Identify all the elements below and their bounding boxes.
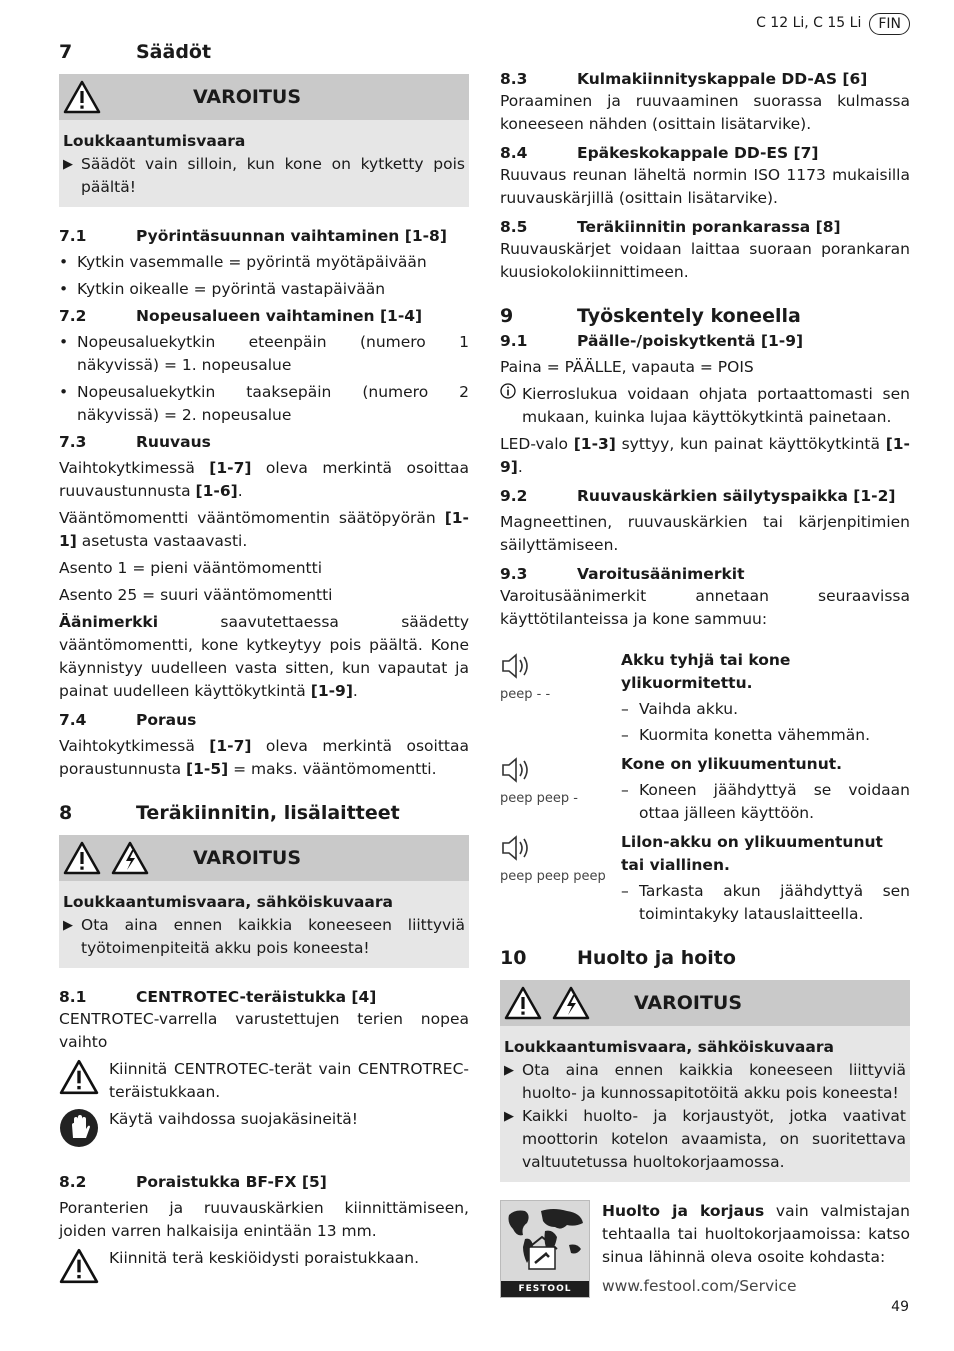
model-names: C 12 Li, C 15 Li: [756, 15, 862, 31]
signal-heading: Akku tyhjä tai kone ylikuormitettu.: [621, 651, 791, 692]
paragraph: Äänimerkki saavutettaessa säädetty vääntömomentti, kone kytkeytyy pois päältä. Kone käynnistyy uudelleen vasta sitten, kun vapautat ja painat uudelleen käyttökytkintä [1-9].: [59, 613, 469, 700]
section-7-2-heading: 7.2 Nopeusalueen vaihtaminen [1-4]: [59, 307, 423, 325]
service-block: [500, 1200, 910, 1298]
warning-item: ▶ Säädöt vain silloin, kun kone on kytketty pois päältä!: [63, 155, 465, 196]
list-item: • Kytkin oikealle = pyörintä vastapäivään: [59, 280, 386, 298]
warning-item: ▶ Ota aina ennen kaikkia koneeseen liittyviä huolto- ja kunnossapitotöitä akku pois koneesta!: [504, 1061, 906, 1102]
warning-triangle-icon: [63, 80, 101, 114]
info-icon: [500, 383, 516, 399]
signal-heading: Lilon-akku on ylikuumentunut tai viallinen.: [621, 833, 883, 874]
electric-shock-icon: [111, 841, 149, 875]
speaker-icon: [500, 755, 534, 785]
section-9-3-heading: 9.3 Varoitusäänimerkit: [500, 565, 745, 583]
paragraph: Poranterien ja ruuvauskärkien kiinnittämiseen, joiden varren halkaisija enintään 13 mm.: [59, 1199, 469, 1240]
warning-title: VAROITUS: [193, 846, 302, 869]
speaker-icon: [500, 833, 534, 863]
hazard-label: Loukkaantumisvaara, sähköiskuvaara: [63, 893, 393, 911]
note-row: Kiinnitä terä keskiöidysti poraistukkaan.: [59, 1247, 469, 1292]
section-7-1-list: [59, 251, 469, 301]
note-row: Kiinnitä CENTROTEC-terät vain CENTROTREC-teräistukkaan.: [59, 1058, 469, 1104]
warning-item: ▶ Ota aina ennen kaikkia koneeseen liittyviä työtoimenpiteitä akku pois koneesta!: [63, 916, 465, 957]
paragraph: Poraaminen ja ruuvaaminen suorassa kulmassa koneeseen nähden (osittain lisätarvike).: [500, 92, 910, 133]
section-8-heading: 8 Teräkiinnitin, lisälaitteet: [59, 802, 400, 824]
section-9-heading: 9 Työskentely koneella: [500, 305, 801, 327]
section-7-warning: [59, 74, 469, 207]
world-map-service-icon: [500, 1200, 590, 1298]
paragraph: CENTROTEC-varrella varustettujen terien nopea vaihto: [59, 1010, 469, 1051]
list-item: • Nopeusaluekytkin taaksepäin (numero 2 näkyvissä) = 2. nopeusalue: [59, 383, 469, 424]
section-7-4-heading: 7.4 Poraus: [59, 711, 197, 729]
glove-icon: [59, 1108, 99, 1148]
section-7-1-heading: 7.1 Pyörintäsuunnan vaihtaminen [1-8]: [59, 227, 447, 245]
section-8-3-heading: 8.3 Kulmakiinnityskappale DD-AS [6]: [500, 70, 868, 88]
service-url-link[interactable]: www.festool.com/Service: [602, 1277, 797, 1295]
section-10-warning: [500, 980, 910, 1182]
section-10-heading: 10 Huolto ja hoito: [500, 947, 736, 969]
service-text: Huolto ja korjaus vain valmistajan tehtaalla tai huoltokorjaamoissa: katso sinua lähinnä oleva osoite kohdasta:: [602, 1202, 910, 1266]
sound-pattern: peep - -: [500, 687, 551, 702]
paragraph: Vaihtokytkimessä [1-7] oleva merkintä osoittaa ruuvaustunnusta [1-6].: [59, 459, 469, 500]
section-9-2-heading: 9.2 Ruuvauskärkien säilytyspaikka [1-2]: [500, 487, 896, 505]
electric-shock-icon: [552, 986, 590, 1020]
sound-pattern: peep peep peep: [500, 869, 606, 884]
hazard-label: Loukkaantumisvaara: [63, 132, 246, 150]
paragraph: Paina = PÄÄLLE, vapauta = POIS: [500, 358, 754, 376]
paragraph: Asento 25 = suuri vääntömomentti: [59, 586, 333, 604]
sound-signal-row: [500, 831, 910, 926]
section-7-3-heading: 7.3 Ruuvaus: [59, 433, 211, 451]
paragraph: Magneettinen, ruuvauskärkien tai kärjenpitimien säilyttämiseen.: [500, 513, 910, 554]
section-8-warning: [59, 835, 469, 968]
language-badge: FIN: [869, 13, 910, 35]
list-item: • Kytkin vasemmalle = pyörintä myötäpäivään: [59, 253, 427, 271]
list-item: – Vaihda akku.: [621, 700, 739, 718]
list-item: – Koneen jäähdyttyä se voidaan ottaa jälleen käyttöön.: [621, 781, 910, 822]
section-9-1-heading: 9.1 Päälle-/poiskytkentä [1-9]: [500, 332, 804, 350]
list-item: – Tarkasta akun jäähdyttyä sen toimintakyky latauslaitteella.: [621, 882, 910, 923]
info-note: Kierroslukua voidaan ohjata portaattomasti sen mukaan, kuinka lujaa käyttökytkintä painetaan.: [500, 383, 910, 429]
warning-item: ▶ Kaikki huolto- ja korjaustyöt, jotka vaativat moottorin kotelon avaamista, on suoritettava valtuutetussa huoltokorjaamossa.: [504, 1107, 906, 1171]
paragraph: Vaihtokytkimessä [1-7] oleva merkintä osoittaa poraustunnusta [1-5] = maks. vääntömomentti.: [59, 737, 469, 778]
section-8-5-heading: 8.5 Teräkiinnitin porankarassa [8]: [500, 218, 841, 236]
festool-logo: FESTOOL: [501, 1281, 589, 1297]
signal-heading: Kone on ylikuumentunut.: [621, 755, 843, 773]
sound-signal-row: [500, 649, 910, 747]
warning-triangle-icon: [59, 1247, 99, 1285]
paragraph: Vääntömomentti vääntömomentin säätöpyörän [1-1] asetusta vastaavasti.: [59, 509, 469, 550]
list-item: – Kuormita konetta vähemmän.: [621, 726, 871, 744]
warning-triangle-icon: [59, 1058, 99, 1096]
left-column: [59, 38, 469, 1296]
hazard-label: Loukkaantumisvaara, sähköiskuvaara: [504, 1038, 834, 1056]
page-number: 49: [891, 1299, 909, 1315]
sound-pattern: peep peep -: [500, 791, 578, 806]
right-column: [500, 68, 910, 1298]
page-header: [756, 12, 910, 35]
note-row: Käytä vaihdossa suojakäsineitä!: [59, 1108, 469, 1155]
paragraph: Asento 1 = pieni vääntömomentti: [59, 559, 323, 577]
warning-title: VAROITUS: [193, 85, 302, 108]
speaker-icon: [500, 651, 534, 681]
paragraph: Ruuvauskärjet voidaan laittaa suoraan porankaran kuusiokolokiinnittimeen.: [500, 240, 910, 281]
paragraph: LED-valo [1-3] syttyy, kun painat käyttökytkintä [1-9].: [500, 435, 910, 476]
section-7-2-list: [59, 331, 469, 427]
section-7-heading: 7 Säädöt: [59, 41, 212, 63]
warning-title: VAROITUS: [634, 991, 743, 1014]
section-8-1-heading: 8.1 CENTROTEC-teräistukka [4]: [59, 988, 377, 1006]
section-8-2-heading: 8.2 Poraistukka BF-FX [5]: [59, 1173, 327, 1191]
warning-triangle-icon: [63, 841, 101, 875]
paragraph: Ruuvaus reunan läheltä normin ISO 1173 mukaisilla ruuvauskärjillä (osittain lisätarvike).: [500, 166, 910, 207]
section-8-4-heading: 8.4 Epäkeskokappale DD-ES [7]: [500, 144, 819, 162]
warning-triangle-icon: [504, 986, 542, 1020]
sound-signal-row: [500, 753, 910, 825]
paragraph: Varoitusäänimerkit annetaan seuraavissa käyttötilanteissa ja kone sammuu:: [500, 587, 910, 628]
list-item: • Nopeusaluekytkin eteenpäin (numero 1 näkyvissä) = 1. nopeusalue: [59, 333, 469, 374]
